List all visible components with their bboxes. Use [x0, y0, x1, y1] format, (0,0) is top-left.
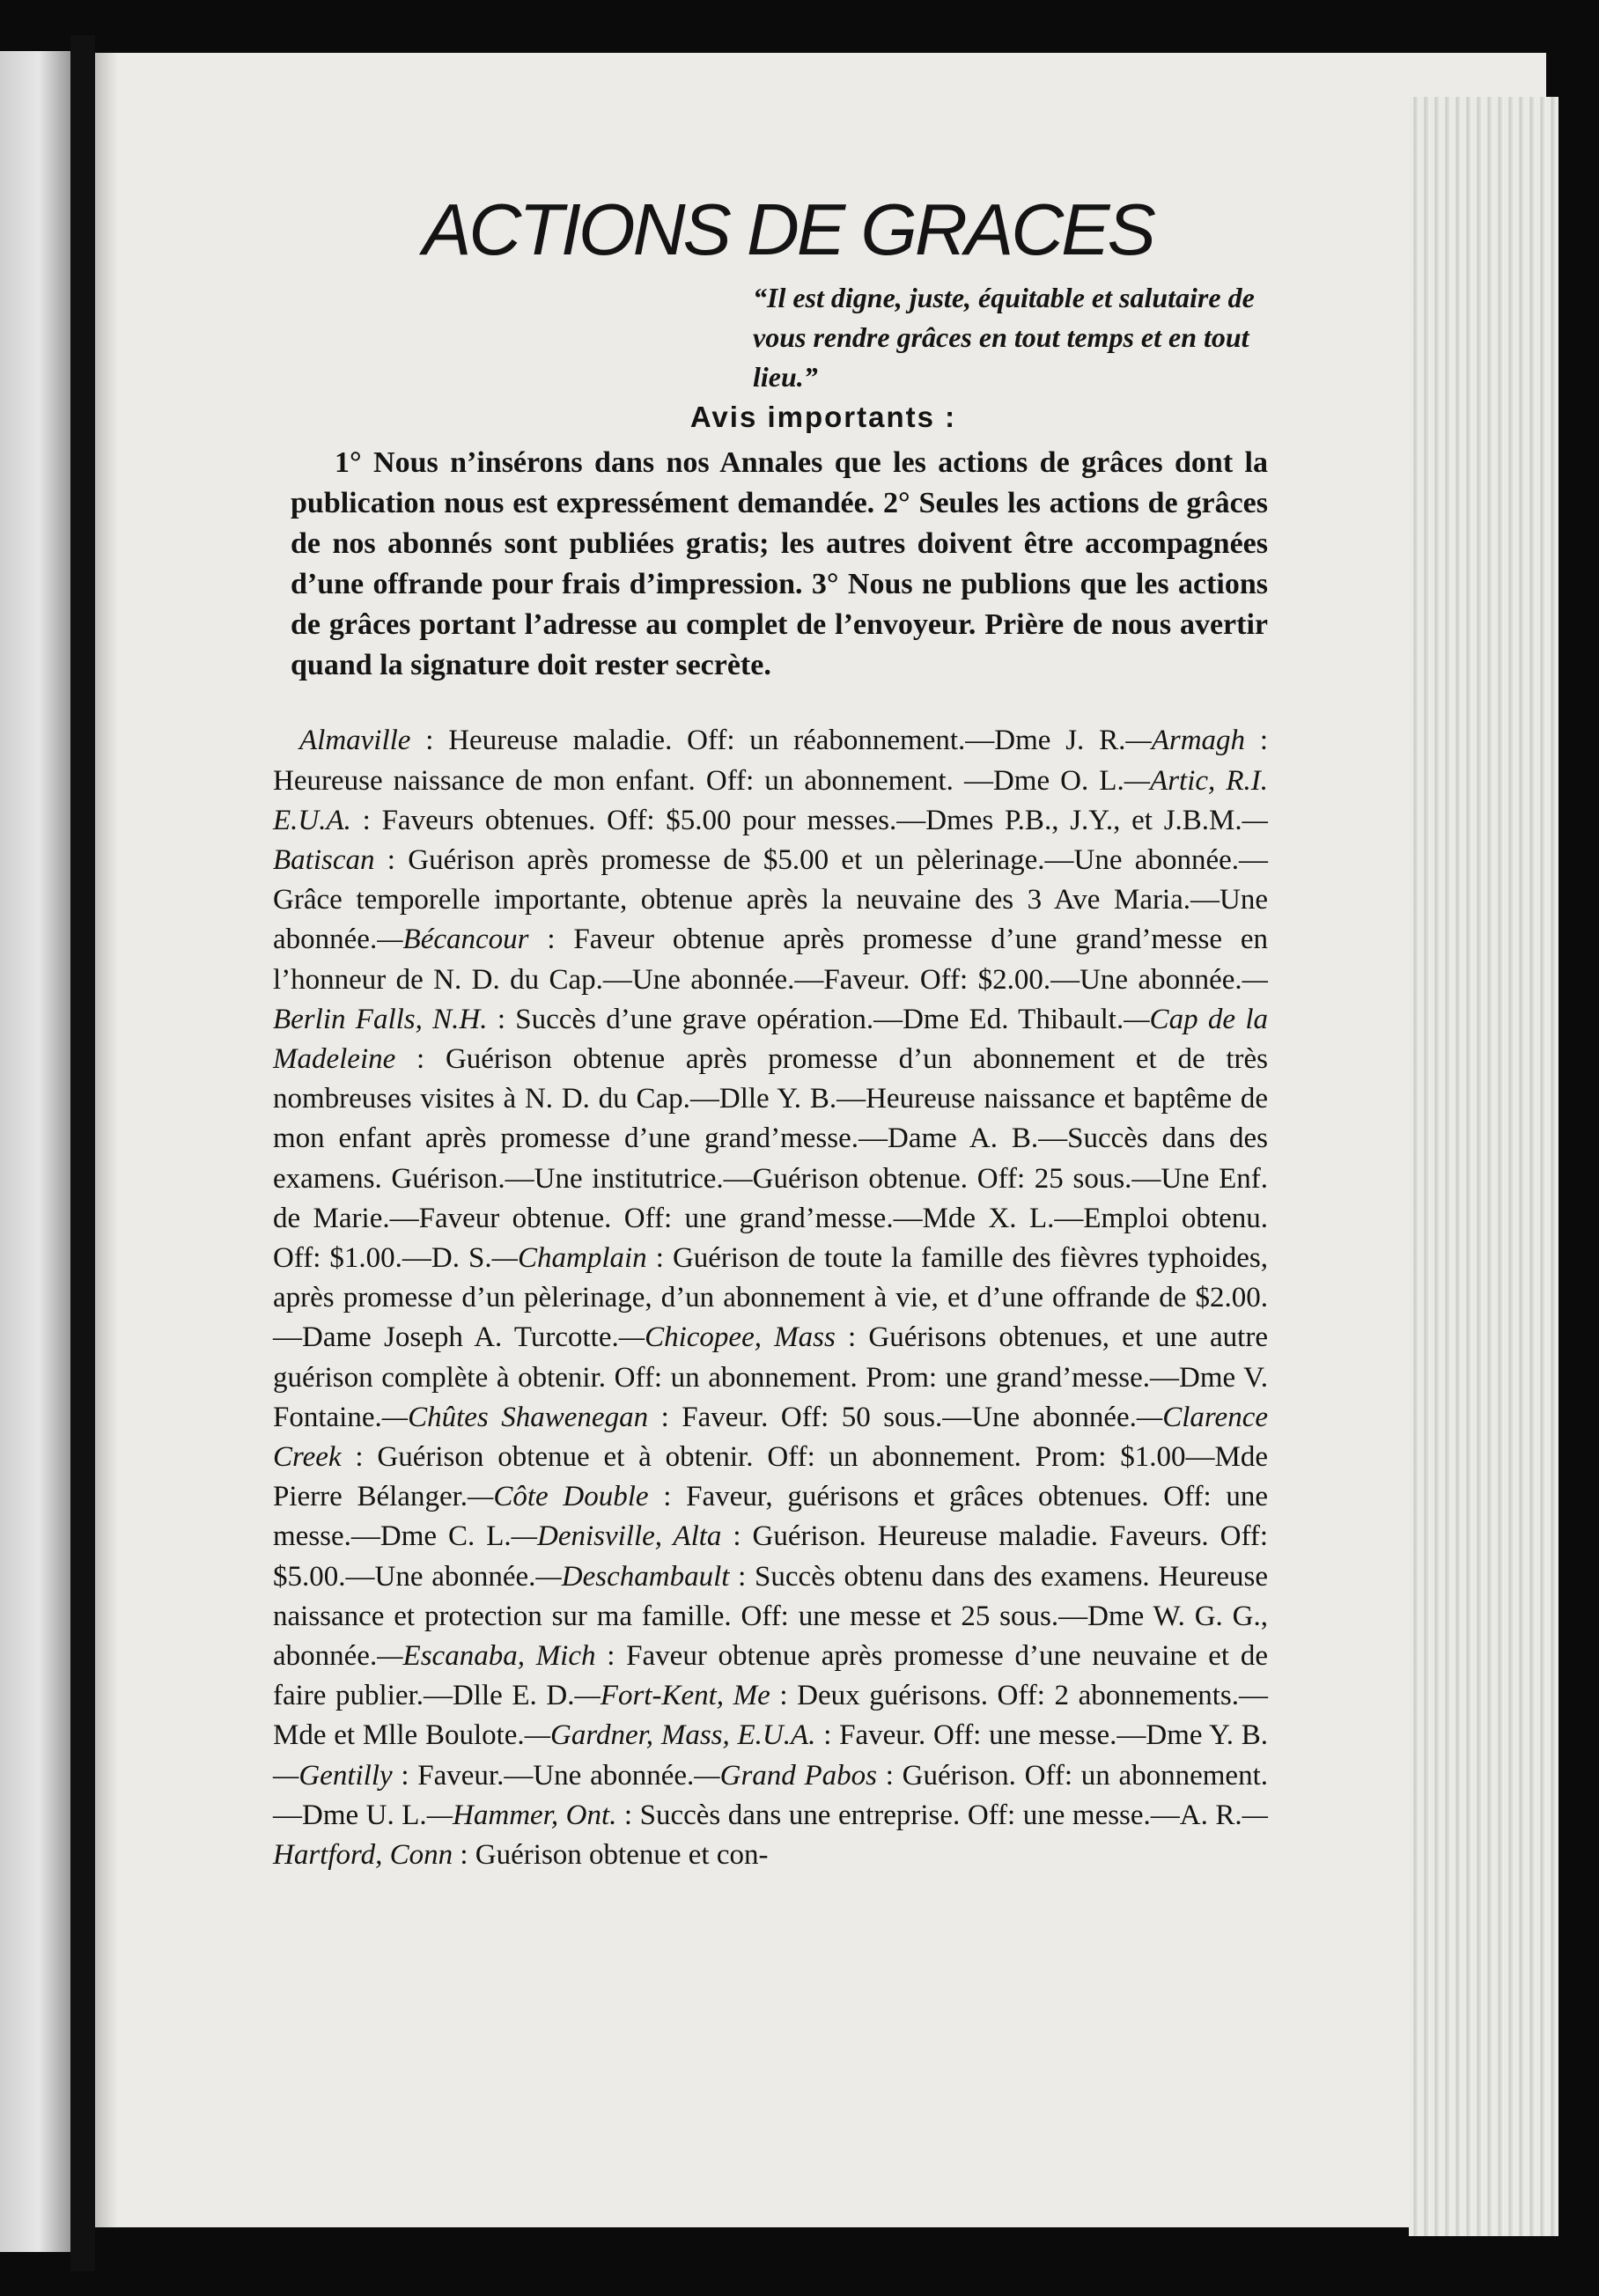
entry-place: —Hartford, Conn [273, 1799, 1269, 1871]
entry-place: —Gardner, Mass, E.U.A. [524, 1719, 816, 1752]
gutter-shadow [95, 53, 118, 2227]
entry-text: : Guérison obtenue après promesse d’un abonnement et de très nombreuses visites à N. D. du Cap.—Dlle Y. B.—Heureuse naissance et baptême de mon enfant après promesse d’une grand’messe.—Dame A. B.—Succès dans des examens. Guérison.—Une institutrice.—Guérison obtenue. Off: 25 sous.—Une Enf. de Marie.—Faveur obtenue. Off: une grand’messe.—Mde X. L.—Emploi obtenu. Off: $1.00.—D. S. [273, 1042, 1268, 1274]
entry [273, 1760, 694, 1792]
facing-page-edge [0, 51, 70, 2252]
entry-text: : Faveur. Off: 50 sous.—Une abonnée. [648, 1401, 1137, 1433]
notice-paragraph: 1° Nous n’insérons dans nos Annales que les actions de grâces dont la publication nous est expressément demandée. 2° Seules les actions de grâces de nos abonnés sont publiées gratis; les autres doivent être accompagnées d’une offrande pour frais d’impression. 3° Nous ne publions que les actions de grâces portant l’adresse au complet de l’envoyeur. Prière de nous avertir quand la signature doit rester secrète. [291, 446, 1268, 682]
entry-place: —Artic, R.I. E.U.A. [273, 764, 1269, 836]
entry-place: —Hammer, Ont. [426, 1799, 617, 1831]
notice-heading: Avis importants : [689, 401, 957, 434]
entry-text: : Guérison après promesse de $5.00 et un pèlerinage.—Une abonnée.—Grâce temporelle importante, obtenue après la neuvaine des 3 Ave Maria.—Une abonnée. [273, 843, 1268, 956]
entry-text: : Guérison obtenue et con- [453, 1838, 769, 1871]
entry-place: —Escanaba, Mich [377, 1639, 596, 1672]
entry-text: : Succès d’une grave opération.—Dme Ed. Thibault. [487, 1003, 1124, 1035]
entry-place: Almaville [299, 725, 411, 757]
entry-text: : Deux guérisons. Off: 2 abonnements.—Mde et Mlle Boulote. [273, 1680, 1268, 1752]
book-gutter [70, 35, 95, 2271]
entry-text: : Faveurs obtenues. Off: $5.00 pour messes.—Dmes P.B., J.Y., et J.B.M. [350, 804, 1242, 836]
page-edges [1409, 97, 1558, 2236]
entry [382, 1402, 1137, 1433]
entry-text: : Faveur. Off: une messe.—Dme Y. B. [815, 1719, 1268, 1752]
entry [273, 924, 1268, 995]
entry-text: : Heureuse maladie. Off: un réabonnement.—Dme J. R. [410, 725, 1126, 757]
entry-place: —Deschambault [535, 1560, 730, 1593]
epigraph-quote: “Il est digne, juste, équitable et salutaire de vous rendre grâces en tout temps et en tout lieu.” [753, 282, 1255, 394]
entry-text: : Heureuse naissance de mon enfant. Off: un abonnement. —Dme O. L. [273, 725, 1269, 797]
entry-text: : Faveur, guérisons et grâces obtenues. Off: une messe.—Dme C. L. [273, 1481, 1268, 1553]
entry-text: : Guérisons obtenues, et une autre guérison complète à obtenir. Off: un abonnement. Prom: une grand’messe.—Dme V. Fontaine. [273, 1321, 1268, 1433]
entry-text: : Faveur.—Une abonnée. [392, 1759, 695, 1792]
entry-place: —Clarence Creek [273, 1401, 1268, 1473]
entry-place: —Grand Pabos [694, 1759, 878, 1792]
entry [427, 1799, 1242, 1831]
entry-place: —Côte Double [468, 1481, 649, 1513]
entry [273, 1004, 1268, 1274]
entry-text: : Guérison obtenue et à obtenir. Off: un abonnement. Prom: $1.00—Mde Pierre Bélanger. [273, 1440, 1268, 1513]
thanksgiving-entries [273, 721, 1268, 1875]
entry [299, 725, 1125, 756]
entry-text: : Guérison. Heureuse maladie. Faveurs. Off: $5.00.—Une abonnée. [273, 1520, 1269, 1593]
entry-place: —Champlain [491, 1241, 647, 1274]
entry-text: : Guérison. Off: un abonnement.—Dme U. L. [273, 1759, 1268, 1831]
entry-text: : Succès dans une entreprise. Off: une messe.—A. R. [616, 1799, 1242, 1831]
page-title: ACTIONS DE GRACES [423, 188, 1153, 270]
entry-text: : Faveur obtenue après promesse d’une grand’messe en l’honneur de N. D. du Cap.—Une abonnée.—Faveur. Off: $2.00.—Une abonnée. [273, 924, 1268, 996]
page-content [255, 188, 1269, 1875]
entry-place: —Cap de la Madeleine [273, 1003, 1268, 1075]
entry-place: —Berlin Falls, N.H. [273, 963, 1268, 1035]
entry-place: —Bécancour [377, 924, 529, 956]
entry-place: —Chicopee, Mass [618, 1321, 836, 1354]
entry-place: —Gentilly [273, 1759, 393, 1792]
entry-text: : Guérison de toute la famille des fièvres typhoides, après promesse d’un pèlerinage, d’un abonnement à vie, et d’une offrande de $2.00.—Dame Joseph A. Turcotte. [273, 1241, 1268, 1354]
entry-place: —Armagh [1125, 725, 1246, 757]
entry-place: —Fort-Kent, Me [574, 1680, 770, 1712]
entry-text: : Succès obtenu dans des examens. Heureuse naissance et protection sur ma famille. Off: une messe et 25 sous.—Dme W. G. G., abonnée. [273, 1560, 1269, 1672]
entry-place: —Chûtes Shawenegan [381, 1401, 649, 1433]
entry-place: —Denisville, Alta [511, 1520, 722, 1553]
entry [525, 1719, 1268, 1751]
entry-place: —Batiscan [273, 804, 1268, 876]
entry-text: : Faveur obtenue après promesse d’une neuvaine et de faire publier.—Dlle E. D. [273, 1639, 1268, 1712]
